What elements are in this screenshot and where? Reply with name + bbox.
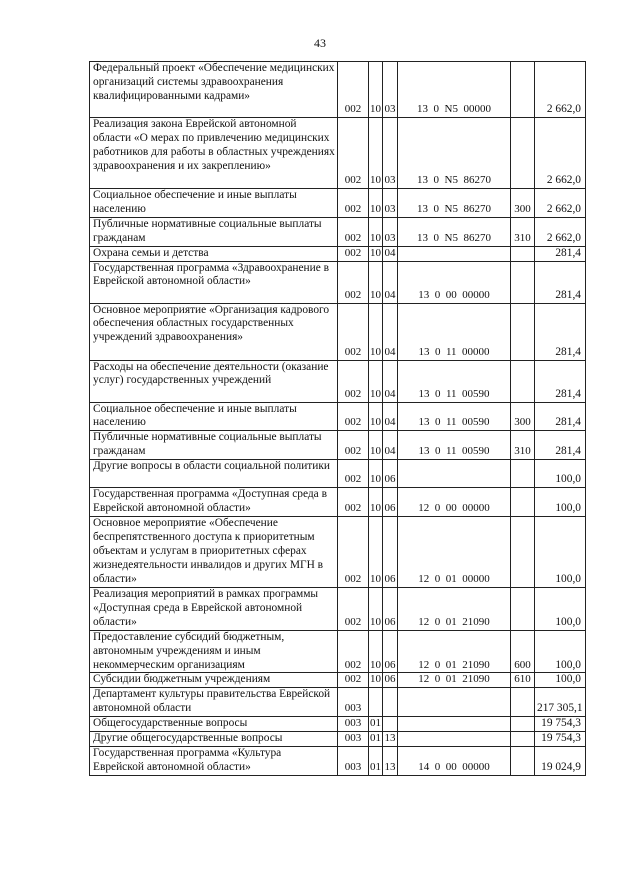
expense-name: Государственная программа «Доступная среда в Еврейской автономной области» [90, 488, 338, 517]
table-row [90, 303, 586, 360]
amount: 2 662,0 [535, 189, 586, 218]
expense-name: Федеральный проект «Обеспечение медицинских организаций системы здравоохранения квалифицированными кадрами» [90, 62, 338, 118]
section-code: 10 [369, 118, 383, 189]
table-row [90, 261, 586, 303]
expense-type-code [511, 516, 535, 587]
target-article-code: 13 0 N5 86270 [398, 189, 511, 218]
amount: 100,0 [535, 587, 586, 630]
expense-name: Государственная программа «Здравоохранение в Еврейской автономной области» [90, 261, 338, 303]
amount: 100,0 [535, 630, 586, 673]
expense-name: Государственная программа «Культура Еврейской автономной области» [90, 746, 338, 775]
target-article-code [398, 688, 511, 717]
section-code: 10 [369, 303, 383, 360]
subsection-code: 13 [383, 746, 398, 775]
table-row [90, 217, 586, 246]
department-code: 003 [338, 746, 369, 775]
subsection-code: 04 [383, 303, 398, 360]
subsection-code [383, 688, 398, 717]
expense-name: Охрана семьи и детства [90, 246, 338, 261]
target-article-code: 12 0 01 21090 [398, 630, 511, 673]
expense-name: Реализация закона Еврейской автономной области «О мерах по привлечению медицинских работников для работы в областных учреждениях здравоохранения и их закреплению» [90, 118, 338, 189]
expense-name: Другие вопросы в области социальной политики [90, 460, 338, 488]
section-code: 10 [369, 62, 383, 118]
expense-type-code [511, 118, 535, 189]
subsection-code: 03 [383, 217, 398, 246]
subsection-code: 06 [383, 587, 398, 630]
table-row [90, 732, 586, 747]
department-code: 002 [338, 189, 369, 218]
section-code [369, 688, 383, 717]
target-article-code: 12 0 01 21090 [398, 587, 511, 630]
section-code: 10 [369, 488, 383, 517]
target-article-code: 13 0 N5 86270 [398, 118, 511, 189]
department-code: 002 [338, 488, 369, 517]
amount: 281,4 [535, 261, 586, 303]
expense-name: Расходы на обеспечение деятельности (оказание услуг) государственных учреждений [90, 360, 338, 402]
expense-type-code [511, 717, 535, 732]
expense-name: Другие общегосударственные вопросы [90, 732, 338, 747]
amount: 19 754,3 [535, 732, 586, 747]
amount: 281,4 [535, 303, 586, 360]
target-article-code: 12 0 00 00000 [398, 488, 511, 517]
subsection-code: 06 [383, 488, 398, 517]
expense-type-code [511, 62, 535, 118]
subsection-code: 04 [383, 402, 398, 431]
amount: 217 305,1 [535, 688, 586, 717]
expense-name: Субсидии бюджетным учреждениям [90, 673, 338, 688]
table-row [90, 630, 586, 673]
expense-name: Реализация мероприятий в рамках программы «Доступная среда в Еврейской автономной области» [90, 587, 338, 630]
table-row [90, 189, 586, 218]
department-code: 002 [338, 630, 369, 673]
expense-name: Общегосударственные вопросы [90, 717, 338, 732]
section-code: 01 [369, 732, 383, 747]
table-row [90, 746, 586, 775]
department-code: 002 [338, 246, 369, 261]
target-article-code [398, 246, 511, 261]
table-row [90, 431, 586, 460]
expense-type-code [511, 460, 535, 488]
expense-type-code [511, 488, 535, 517]
section-code: 10 [369, 587, 383, 630]
department-code: 002 [338, 460, 369, 488]
page-number: 43 [314, 36, 326, 50]
table-row [90, 673, 586, 688]
expense-type-code: 300 [511, 189, 535, 218]
department-code: 002 [338, 516, 369, 587]
expense-type-code: 600 [511, 630, 535, 673]
subsection-code: 13 [383, 732, 398, 747]
amount: 19 754,3 [535, 717, 586, 732]
expense-type-code: 300 [511, 402, 535, 431]
expense-name: Департамент культуры правительства Еврейской автономной области [90, 688, 338, 717]
section-code: 10 [369, 673, 383, 688]
expense-type-code [511, 246, 535, 261]
section-code: 10 [369, 460, 383, 488]
expense-type-code: 610 [511, 673, 535, 688]
department-code: 002 [338, 431, 369, 460]
department-code: 002 [338, 118, 369, 189]
section-code: 10 [369, 217, 383, 246]
department-code: 002 [338, 587, 369, 630]
target-article-code: 13 0 N5 86270 [398, 217, 511, 246]
target-article-code: 13 0 11 00590 [398, 431, 511, 460]
expense-type-code: 310 [511, 431, 535, 460]
expense-name: Предоставление субсидий бюджетным, автономным учреждениям и иным некоммерческим организациям [90, 630, 338, 673]
target-article-code: 13 0 11 00590 [398, 360, 511, 402]
expense-type-code [511, 303, 535, 360]
section-code: 10 [369, 360, 383, 402]
amount: 100,0 [535, 673, 586, 688]
table-row [90, 717, 586, 732]
expense-name: Публичные нормативные социальные выплаты гражданам [90, 431, 338, 460]
expense-type-code [511, 261, 535, 303]
target-article-code: 13 0 11 00000 [398, 303, 511, 360]
department-code: 002 [338, 217, 369, 246]
subsection-code: 04 [383, 261, 398, 303]
amount: 100,0 [535, 488, 586, 517]
target-article-code [398, 732, 511, 747]
target-article-code: 13 0 00 00000 [398, 261, 511, 303]
section-code: 10 [369, 630, 383, 673]
amount: 19 024,9 [535, 746, 586, 775]
expense-name: Социальное обеспечение и иные выплаты населению [90, 189, 338, 218]
table-row [90, 246, 586, 261]
amount: 281,4 [535, 360, 586, 402]
subsection-code: 04 [383, 360, 398, 402]
amount: 2 662,0 [535, 62, 586, 118]
target-article-code [398, 460, 511, 488]
table-row [90, 62, 586, 118]
amount: 281,4 [535, 402, 586, 431]
department-code: 002 [338, 360, 369, 402]
department-code: 002 [338, 62, 369, 118]
target-article-code: 12 0 01 21090 [398, 673, 511, 688]
amount: 2 662,0 [535, 118, 586, 189]
section-code: 10 [369, 431, 383, 460]
expense-name: Основное мероприятие «Обеспечение беспрепятственного доступа к приоритетным объектам и услугам в приоритетных сферах жизнедеятельности инвалидов и других МГН в области» [90, 516, 338, 587]
target-article-code: 12 0 01 00000 [398, 516, 511, 587]
subsection-code: 06 [383, 673, 398, 688]
department-code: 002 [338, 402, 369, 431]
table-row [90, 488, 586, 517]
target-article-code: 13 0 N5 00000 [398, 62, 511, 118]
department-code: 003 [338, 688, 369, 717]
amount: 100,0 [535, 516, 586, 587]
budget-table [89, 61, 586, 776]
table-row [90, 360, 586, 402]
section-code: 10 [369, 261, 383, 303]
department-code: 003 [338, 732, 369, 747]
expense-type-code [511, 360, 535, 402]
amount: 281,4 [535, 431, 586, 460]
section-code: 01 [369, 746, 383, 775]
section-code: 10 [369, 246, 383, 261]
subsection-code: 04 [383, 431, 398, 460]
table-row [90, 587, 586, 630]
department-code: 002 [338, 673, 369, 688]
expense-type-code [511, 732, 535, 747]
expense-type-code [511, 688, 535, 717]
table-row [90, 118, 586, 189]
budget-table-body [90, 62, 586, 776]
subsection-code: 06 [383, 516, 398, 587]
section-code: 10 [369, 516, 383, 587]
department-code: 002 [338, 303, 369, 360]
section-code: 10 [369, 402, 383, 431]
amount: 100,0 [535, 460, 586, 488]
department-code: 003 [338, 717, 369, 732]
target-article-code [398, 717, 511, 732]
department-code: 002 [338, 261, 369, 303]
amount: 2 662,0 [535, 217, 586, 246]
expense-type-code [511, 746, 535, 775]
target-article-code: 14 0 00 00000 [398, 746, 511, 775]
subsection-code: 03 [383, 118, 398, 189]
section-code: 01 [369, 717, 383, 732]
table-row [90, 460, 586, 488]
table-row [90, 688, 586, 717]
subsection-code: 06 [383, 460, 398, 488]
subsection-code: 04 [383, 246, 398, 261]
table-row [90, 516, 586, 587]
target-article-code: 13 0 11 00590 [398, 402, 511, 431]
expense-name: Социальное обеспечение и иные выплаты населению [90, 402, 338, 431]
amount: 281,4 [535, 246, 586, 261]
subsection-code [383, 717, 398, 732]
expense-type-code [511, 587, 535, 630]
subsection-code: 03 [383, 62, 398, 118]
subsection-code: 06 [383, 630, 398, 673]
section-code: 10 [369, 189, 383, 218]
expense-name: Публичные нормативные социальные выплаты гражданам [90, 217, 338, 246]
expense-type-code: 310 [511, 217, 535, 246]
table-row [90, 402, 586, 431]
expense-name: Основное мероприятие «Организация кадрового обеспечения областных государственных учреждений здравоохранения» [90, 303, 338, 360]
subsection-code: 03 [383, 189, 398, 218]
